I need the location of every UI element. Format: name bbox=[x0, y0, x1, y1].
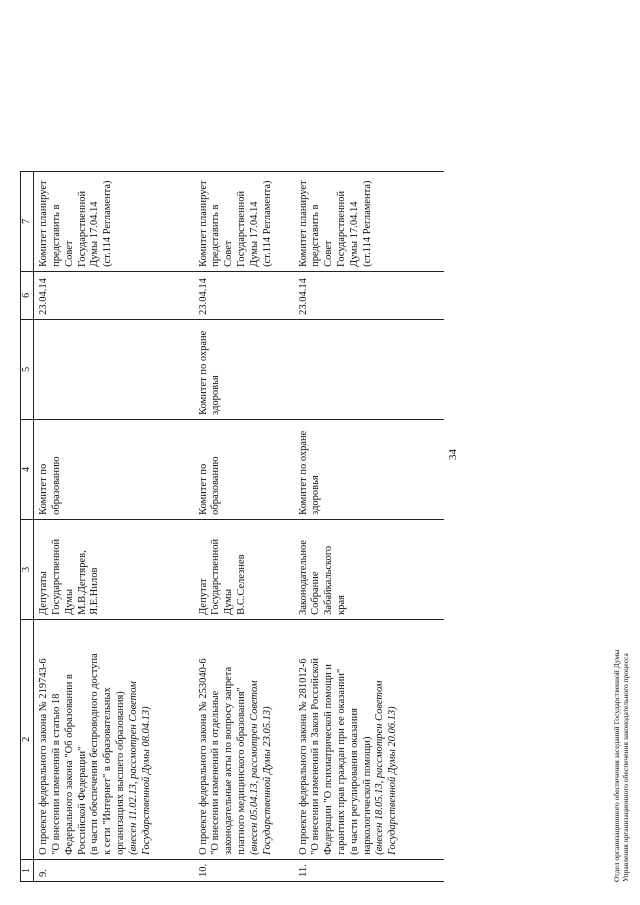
bill-title-line: Российской Федерации" bbox=[76, 746, 88, 855]
header-cell: 7 bbox=[21, 171, 34, 271]
plan-line: представить в Совет bbox=[310, 204, 335, 267]
committee-line: здоровья bbox=[310, 475, 322, 515]
plan-line: (ст.114 Регламента) bbox=[102, 180, 114, 267]
row-number: 9. bbox=[34, 859, 194, 881]
footer-line: Управления организационного обеспечения законодательного процесса bbox=[621, 653, 631, 882]
author-line: Депутаты bbox=[38, 571, 50, 615]
plan-line: Государственной bbox=[336, 190, 348, 267]
header-cell: 2 bbox=[21, 619, 34, 859]
co-committee-cell bbox=[294, 319, 444, 419]
bill-note-line: (внесен 18.05.13, рассмотрен Советом bbox=[374, 680, 386, 855]
header-row bbox=[21, 171, 34, 881]
bill-title-line: (в части регулирования оказания bbox=[348, 708, 360, 855]
committee-line: Комитет по bbox=[197, 463, 209, 515]
date-cell: 23.04.14 bbox=[194, 271, 294, 319]
bill-note-line: Государственной Думы 08.04.13) bbox=[140, 706, 152, 855]
plan-line: Комитет планирует bbox=[38, 180, 50, 267]
committee-line: образованию bbox=[50, 456, 62, 515]
plan-line: Государственной bbox=[76, 190, 88, 267]
bill-note-line: (внесен 11.02.13, рассмотрен Советом bbox=[127, 681, 139, 855]
bill-title-line: О проекте федерального закона № 219743-6 bbox=[38, 658, 50, 855]
author-line: Депутат bbox=[197, 578, 209, 615]
plan-cell bbox=[294, 171, 444, 271]
committee-line: Комитет по bbox=[38, 463, 50, 515]
committee-line: образованию bbox=[210, 456, 222, 515]
footer bbox=[612, 650, 631, 882]
bill-note-line: Государственной Думы 20.06.13) bbox=[387, 706, 399, 855]
bill-title-line: "О внесении изменений в статью 18 bbox=[50, 693, 62, 855]
plan-cell bbox=[34, 171, 194, 271]
committee-cell bbox=[194, 419, 294, 519]
header-cell: 5 bbox=[21, 319, 34, 419]
row-number: 11. bbox=[294, 859, 444, 881]
bill-title-line: законодательные акты по вопросу запрета bbox=[223, 666, 235, 855]
author-line: Думы bbox=[63, 588, 75, 615]
co-committee-line: Комитет по охране bbox=[197, 330, 209, 415]
table-row bbox=[34, 171, 194, 881]
bills-table bbox=[20, 171, 444, 882]
rotated-page bbox=[0, 10, 630, 890]
author-line: Законодательное bbox=[297, 539, 309, 615]
bill-title-line: Федерации "О психиатрической помощи и bbox=[323, 663, 335, 855]
co-committee-cell bbox=[194, 319, 294, 419]
table-row bbox=[194, 171, 294, 881]
bill-title-cell bbox=[34, 619, 194, 859]
plan-line: (ст.114 Регламента) bbox=[261, 180, 273, 267]
plan-line: Государственной bbox=[236, 190, 248, 267]
header-cell: 4 bbox=[21, 419, 34, 519]
bill-title-line: организациях высшего образования) bbox=[114, 691, 126, 855]
author-cell bbox=[34, 519, 194, 619]
bill-note-line: (внесен 05.04.13, рассмотрен Советом bbox=[248, 680, 260, 855]
plan-line: Комитет планирует bbox=[197, 180, 209, 267]
author-line: М.В.Дегтярев, bbox=[76, 550, 88, 615]
header-cell: 3 bbox=[21, 519, 34, 619]
bill-title-line: платного медицинского образования" bbox=[236, 687, 248, 855]
table-row bbox=[294, 171, 444, 881]
author-line: В.С.Селезнев bbox=[236, 554, 248, 615]
committee-cell bbox=[294, 419, 444, 519]
author-line: Забайкальского края bbox=[323, 545, 348, 615]
plan-line: Думы 17.04.14 bbox=[348, 201, 360, 267]
header-cell: 1 bbox=[21, 859, 34, 881]
bill-title-cell bbox=[294, 619, 444, 859]
bill-title-line: наркологической помощи) bbox=[361, 736, 373, 855]
bill-title-line: к сети "Интернет" в образовательных bbox=[102, 687, 114, 855]
plan-line: (ст.114 Регламента) bbox=[361, 180, 373, 267]
bill-title-line: О проекте федерального закона № 253040-6 bbox=[197, 658, 209, 855]
plan-cell bbox=[194, 171, 294, 271]
row-number: 10. bbox=[194, 859, 294, 881]
bill-title-line: "О внесении изменений в Закон Российской bbox=[310, 657, 322, 855]
bill-note-line: Государственной Думы 23.05.13) bbox=[261, 706, 273, 855]
bill-title-line: гарантиях прав граждан при ее оказании" bbox=[336, 668, 348, 855]
plan-line: представить в Совет bbox=[210, 204, 235, 267]
header-cell: 6 bbox=[21, 271, 34, 319]
co-committee-line: здоровья bbox=[210, 375, 222, 415]
author-line: Государственной bbox=[210, 538, 222, 615]
bill-title-line: (в части обеспечения беспроводного доступа bbox=[89, 653, 101, 855]
author-line: Думы bbox=[223, 588, 235, 615]
author-line: Я.Е.Нилов bbox=[89, 567, 101, 615]
plan-line: представить в Совет bbox=[50, 204, 75, 267]
plan-line: Думы 17.04.14 bbox=[248, 201, 260, 267]
author-cell bbox=[194, 519, 294, 619]
plan-line: Думы 17.04.14 bbox=[89, 201, 101, 267]
committee-line: Комитет по охране bbox=[297, 430, 309, 515]
bill-title-line: Федерального закона "Об образовании в bbox=[63, 674, 75, 855]
author-line: Государственной bbox=[50, 538, 62, 615]
page-number: 34 bbox=[447, 449, 459, 460]
bill-title-line: О проекте федерального закона № 281012-6 bbox=[297, 658, 309, 855]
author-line: Собрание bbox=[310, 571, 322, 615]
committee-cell bbox=[34, 419, 194, 519]
date-cell: 23.04.14 bbox=[294, 271, 444, 319]
bill-title-cell bbox=[194, 619, 294, 859]
plan-line: Комитет планирует bbox=[297, 180, 309, 267]
footer-line: Отдел организационного обеспечения заседаний Государственной Думы bbox=[612, 649, 621, 882]
author-cell bbox=[294, 519, 444, 619]
co-committee-cell bbox=[34, 319, 194, 419]
bill-title-line: "О внесении изменений в отдельные bbox=[210, 690, 222, 855]
date-cell: 23.04.14 bbox=[34, 271, 194, 319]
